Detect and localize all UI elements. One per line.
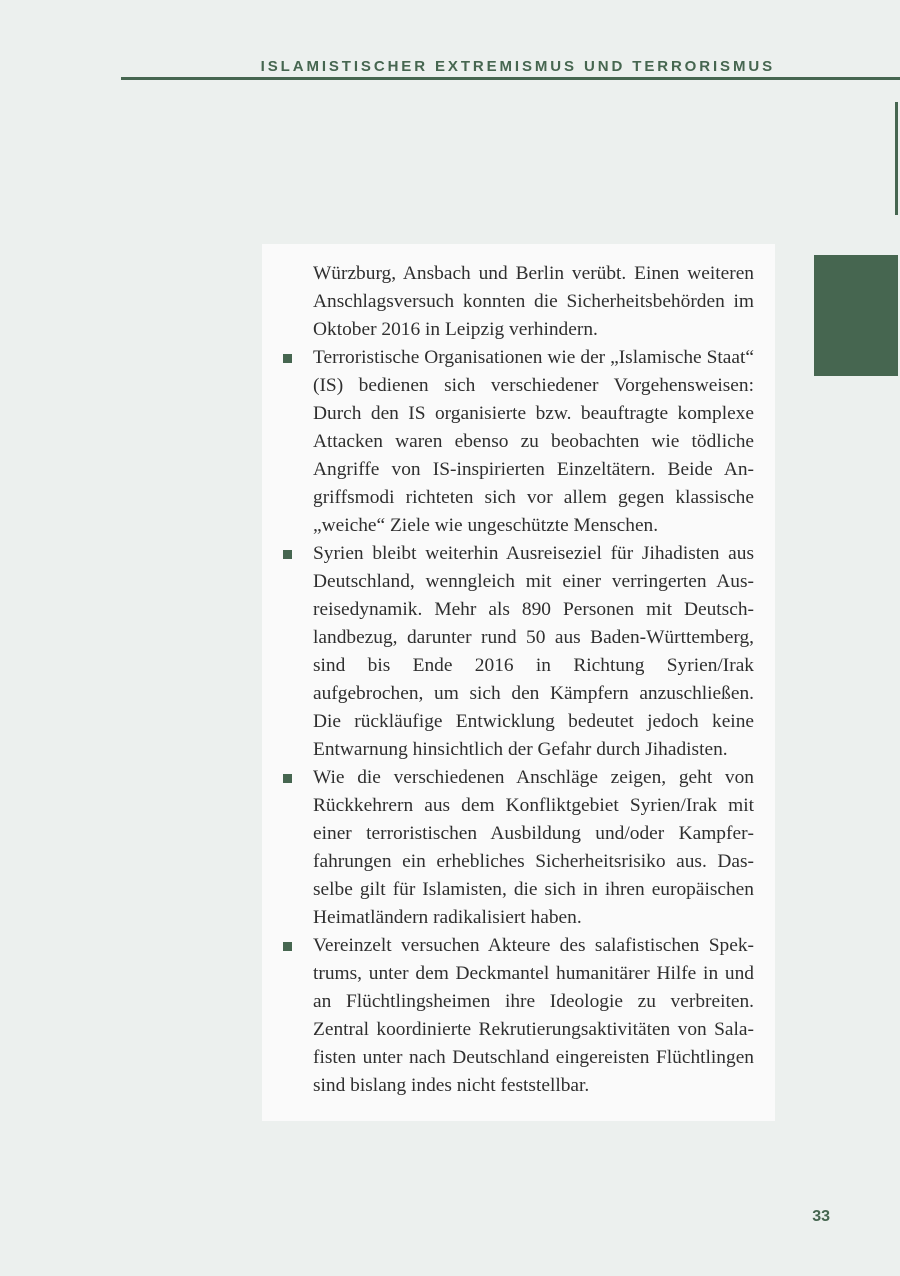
square-bullet-icon (283, 354, 292, 363)
header-rule (121, 77, 900, 80)
page-number: 33 (812, 1208, 830, 1225)
list-item (313, 764, 754, 932)
square-bullet-icon (283, 942, 292, 951)
intro-paragraph: Würzburg, Ansbach und Berlin verübt. Einen weiteren Anschlagsversuch konnten die Sicherheitsbehörden im Oktober 2016 in Leipzig verhindern. (313, 263, 754, 340)
list-item (313, 344, 754, 540)
list-item (313, 540, 754, 764)
list-item-text: Wie die verschiedenen Anschläge zeigen, geht von Rückkehrern aus dem Konfliktgebiet Syrien/Irak mit einer terroristischen Ausbildung und/oder Kampferfahrungen ein erhebliches Sicherheitsrisiko aus. Dasselbe gilt für Islamisten, die sich in ihren europäischen Heimatländern radikalisiert haben. (313, 767, 754, 928)
running-header: ISLAMISTISCHER EXTREMISMUS UND TERRORISMUS (260, 58, 775, 75)
list-item-text: Vereinzelt versuchen Akteure des salafistischen Spektrums, unter dem Deckmantel humanitärer Hilfe in und an Flüchtlingsheimen ihre Ideologie zu verbreiten. Zentral koordinierte Rekrutierungsaktivitäten von Salafisten unter nach Deutschland eingereisten Flüchtlingen sind bislang indes nicht feststellbar. (313, 935, 754, 1096)
chapter-side-tab (814, 255, 898, 376)
list-item (313, 932, 754, 1100)
body-text (313, 260, 754, 1100)
page-edge-mark (895, 102, 898, 215)
list-item-text: Terroristische Organisationen wie der „Islamische Staat“ (IS) bedienen sich verschiedener Vorgehensweisen: Durch den IS organisierte bzw. beauftragte komplexe Attacken waren ebenso zu beobachten wie tödliche Angriffe von IS-inspirierten Einzeltätern. Beide Angriffsmodi richteten sich vor allem gegen klassische „weiche“ Ziele wie ungeschützte Menschen. (313, 347, 754, 536)
list-item-text: Syrien bleibt weiterhin Ausreiseziel für Jihadisten aus Deutschland, wenngleich mit einer verringerten Ausreisedynamik. Mehr als 890 Personen mit Deutschlandbezug, darunter rund 50 aus Baden-Württemberg, sind bis Ende 2016 in Richtung Syrien/Irak aufgebrochen, um sich den Kämpfern anzuschließen. Die rückläufige Entwicklung bedeutet jedoch keine Entwarnung hinsichtlich der Gefahr durch Jihadisten. (313, 543, 754, 760)
square-bullet-icon (283, 774, 292, 783)
square-bullet-icon (283, 550, 292, 559)
